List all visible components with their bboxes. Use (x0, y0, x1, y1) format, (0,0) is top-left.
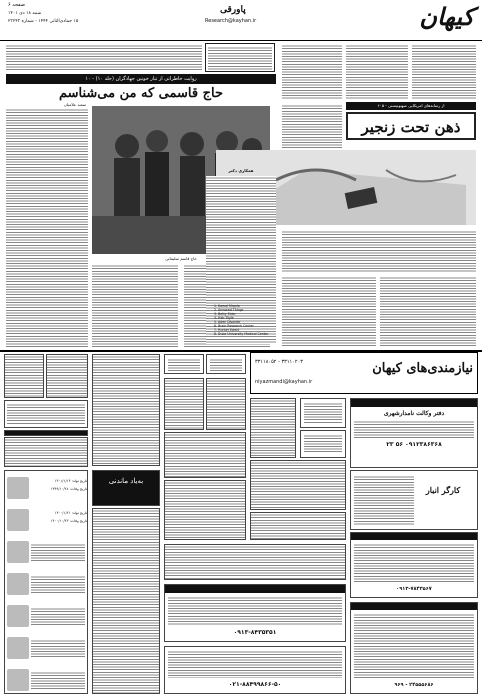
ad-grid-6 (164, 432, 246, 478)
baby-photo (7, 509, 29, 531)
classifieds-banner (250, 352, 478, 394)
reference-item: 3. Betty Elder (214, 312, 236, 316)
site-url: Research@kayhan.ir (205, 18, 257, 24)
ad-grid-5 (300, 430, 346, 458)
memorial-box (92, 470, 160, 506)
ad-bottom-2 (164, 646, 346, 694)
right-text-col2 (346, 44, 408, 99)
ad-bottom-1 (164, 584, 346, 642)
reference-item: 8. Duke University Medical Center (214, 332, 269, 336)
obit-date: تاریخ وفات: ۱۴۰۰/۱۰/۲۳ (50, 519, 87, 523)
photo-caption: حاج قاسم سلیمانی (165, 256, 197, 261)
ad-notice-header (4, 430, 88, 436)
ad-grid-1 (164, 378, 204, 430)
ad-grid-10 (350, 532, 478, 598)
reference-item: 7. Hunter Ewart (214, 328, 240, 332)
ad-small-2 (206, 354, 246, 374)
obit-date: تاریخ تولد: ۱۳۰۱/۱/۱۴ (54, 479, 87, 483)
ad-grid-11 (164, 544, 346, 580)
ad-grid-7 (250, 460, 346, 510)
right-title: ذهن تحت زنجیر (346, 112, 476, 140)
obit-date: تاریخ وفات: ۱۳۹۹/۱۰/۲۸ (50, 487, 87, 491)
obit-date: تاریخ تولد: ۱۳۰۰/۱/۲۱ (54, 511, 87, 515)
right-bold-text (282, 230, 476, 272)
ad-notice-body (4, 437, 88, 467)
byline: سعید علامیان (63, 102, 86, 107)
date-line: شنبه ۱۸ دی ۱۴۰۱ (8, 11, 42, 16)
baby-photo (7, 541, 29, 563)
right-text-col3 (412, 44, 476, 99)
worker-title: کارگر انبار (425, 485, 461, 495)
ad-bottom-3 (350, 602, 478, 694)
right-text-col5 (282, 276, 376, 348)
masthead (0, 0, 482, 41)
page-number: صفحه ۶ (8, 2, 25, 8)
ad-left-2 (46, 354, 88, 398)
ad-grid-9 (250, 512, 346, 540)
right-kicker: از رسانه‌های امریکایی صهیونیستی - ۶۰۵ (346, 102, 476, 110)
baby-photo (7, 637, 29, 659)
memorial-title: به‌یاد ماندنی (108, 477, 144, 485)
banner-phone: ۳۳۱۱۰۲۰۳ - ۳۳۱۱۸۰۵۲ (255, 359, 303, 365)
law-office-title: دفتر وکالت نامدارشهری (383, 410, 445, 417)
ad-mid-1 (92, 354, 160, 466)
ad-left-1 (4, 354, 44, 398)
right-subhead: همکاری دکتر (228, 168, 254, 173)
baby-photo (7, 573, 29, 595)
obituary-block (4, 470, 88, 694)
article-text-col2 (92, 264, 178, 348)
bottom-phone-2: ۰۲۱-۸۸۴۹۹۸۶۶-۵۰ (228, 681, 282, 688)
ad-left-boxed (4, 400, 88, 428)
law-office-phone: ۰۹۱۲۳۸۶۳۶۸ ۵۶ ۲۳ (386, 441, 442, 448)
ad-small-1 (164, 354, 204, 374)
article-title: حاج قاسمی که من می‌شناسم (58, 86, 224, 101)
baby-photo (7, 669, 29, 691)
bottom-phone-3: ۲۴۵۵۵۶۸۶ - ۹۶۹ (394, 682, 434, 688)
section-title: پاورقی (220, 5, 246, 15)
intro-text (6, 44, 202, 70)
reference-item: 2. Armored Things (214, 308, 244, 312)
article-text-col1 (6, 108, 88, 348)
banner-title: نیازمندی‌های کیهان (372, 361, 473, 376)
right-text-col1 (282, 44, 342, 99)
bottom-phone-1: ۰۹۱۳-۸۴۳۵۳۵۱ (233, 629, 277, 636)
ad-grid-4 (300, 398, 346, 428)
law-office-ad (350, 398, 478, 468)
right-text-col6 (380, 276, 476, 348)
reference-list (214, 304, 278, 336)
school-phone: ۰۹۱۳-۷۸۴۳۵۶۷ (396, 586, 432, 592)
ad-grid-3 (250, 398, 296, 458)
reference-item: 4. Hair Style (214, 316, 234, 320)
ad-grid-8 (164, 480, 246, 540)
article-kicker: روایت خاطراتی از تبار خونین جهادگران (جلد ۱۰) - ۱۰ (6, 74, 276, 84)
baby-photo (7, 477, 29, 499)
issue-line: ۱۵ جمادی‌الثانی ۱۴۴۴ - شماره ۲۳۲۴۳ (8, 19, 79, 24)
reference-item: 5. Aden Disorder (214, 320, 241, 324)
newspaper-logo: کیهان (419, 2, 474, 31)
banner-email: niyazmandi@kayhan.ir (255, 379, 313, 385)
ad-grid-2 (206, 378, 246, 430)
ad-mid-2 (92, 508, 160, 694)
reference-item: 6. Brain Research Center (214, 324, 254, 328)
worker-ad (350, 470, 478, 530)
intro-box (205, 43, 275, 72)
baby-photo (7, 605, 29, 627)
reference-item: 1. Kamal Mravla (214, 304, 240, 308)
